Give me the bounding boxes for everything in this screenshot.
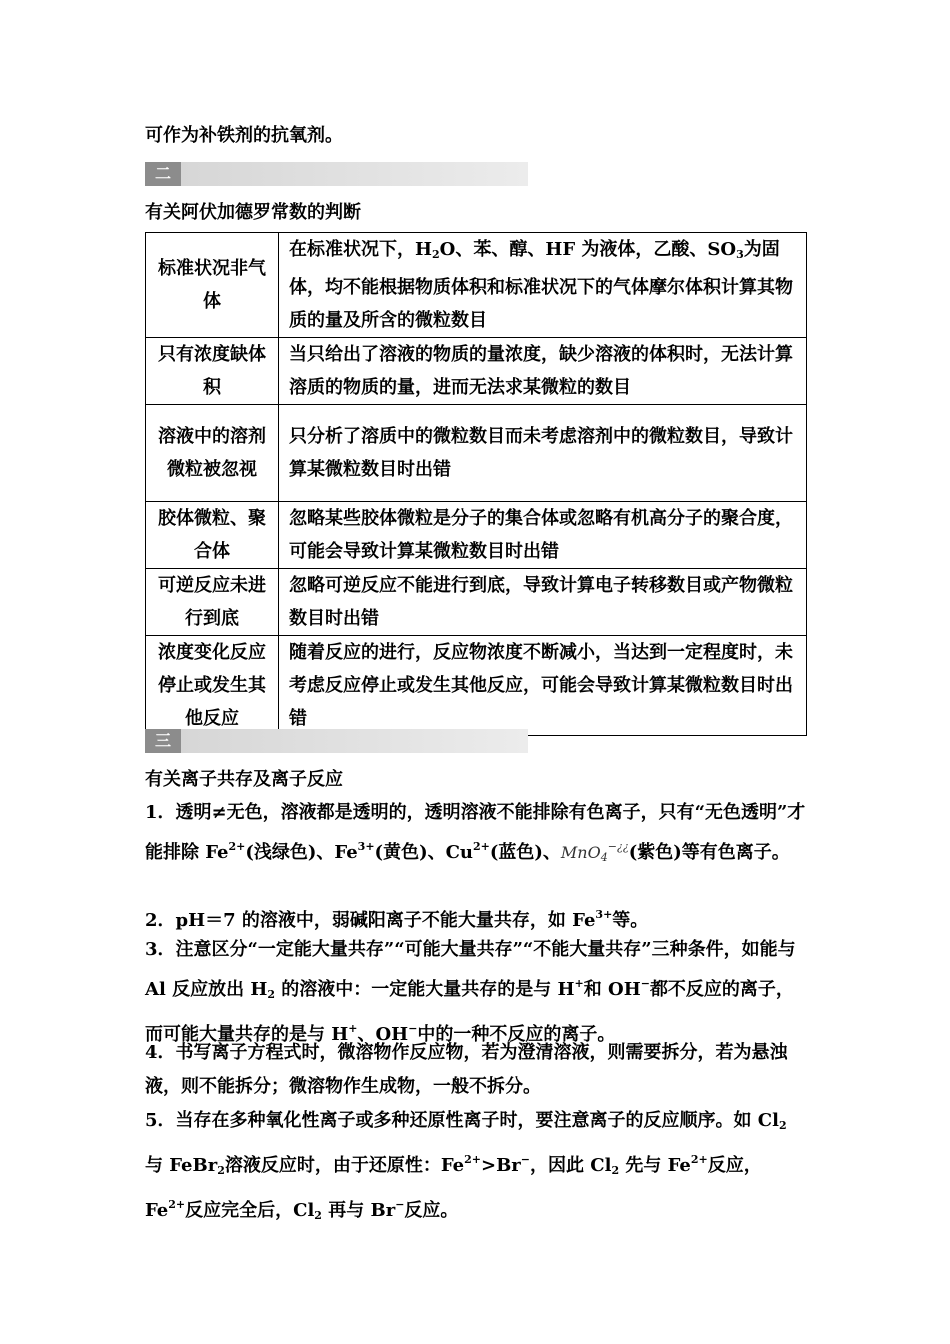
section-heading: 有关离子共存及离子反应 [145, 769, 343, 790]
row-value: 忽略可逆反应不能进行到底，导致计算电子转移数目或产物微粒数目时出错 [279, 569, 807, 636]
row-key: 浓度变化反应停止或发生其他反应 [146, 636, 279, 736]
row-key: 胶体微粒、聚合体 [146, 502, 279, 569]
row-key: 可逆反应未进行到底 [146, 569, 279, 636]
table-row [146, 233, 807, 338]
table-row [146, 569, 807, 636]
paragraph-4: 4．书写离子方程式时，微溶物作反应物，若为澄清溶液，则需要拆分，若为悬浊液，则不能拆分；微溶物作生成物，一般不拆分。 [145, 1042, 788, 1097]
section-heading: 有关阿伏加德罗常数的判断 [145, 202, 361, 223]
section-bar-2 [145, 162, 528, 186]
row-key: 只有浓度缺体积 [146, 338, 279, 405]
table-row [146, 636, 807, 736]
row-value: 随着反应的进行，反应物浓度不断减小，当达到一定程度时，未考虑反应停止或发生其他反应，可能会导致计算某微粒数目时出错 [279, 636, 807, 736]
row-value: 当只给出了溶液的物质的量浓度，缺少溶液的体积时，无法计算溶质的物质的量，进而无法求某微粒的数目 [279, 338, 807, 405]
row-key: 溶液中的溶剂微粒被忽视 [146, 405, 279, 502]
section-number: 三 [145, 729, 181, 753]
row-value: 在标准状况下，$H_2O$、苯、醇、HF 为液体，乙酸、$SO_3$为固体，均不能根据物质体积和标准状况下的气体摩尔体积计算其物质的量及所含的微粒数目 [279, 233, 807, 338]
paragraph-1: 1．透明≠无色，溶液都是透明的，透明溶液不能排除有色离子，只有“无色透明”才能排除 $Fe^{2+}$(浅绿色)、$Fe^{3+}$(黄色)、$Cu^{2+}$(蓝色)、MnO$_4$−¿¿(紫色)等有色离子。 [145, 802, 806, 864]
row-value: 忽略某些胶体微粒是分子的集合体或忽略有机高分子的聚合度，可能会导致计算某微粒数目时出错 [279, 502, 807, 569]
intro-text: 可作为补铁剂的抗氧剂。 [145, 125, 343, 146]
section-bar-3 [145, 729, 528, 753]
paragraph-3: 3．注意区分“一定能大量共存”“可能大量共存”“不能大量共存”三种条件，如能与 Al 反应放出 $H_2$ 的溶液中：一定能大量共存的是与 H+和 OH−都不反应的离子，而可能大量共存的是与 H+、OH−中的一种不反应的离子。 [145, 939, 796, 1045]
table-row [146, 502, 807, 569]
avogadro-table [145, 232, 807, 736]
row-key: 标准状况非气体 [146, 233, 279, 338]
permanganate-formula: MnO$_4$−¿¿ [560, 840, 629, 864]
paragraph-2: 2．pH＝7 的溶液中，弱碱阳离子不能大量共存，如 $Fe^{3+}$等。 [145, 908, 649, 931]
table-row [146, 405, 807, 502]
section-number: 二 [145, 162, 181, 186]
table-row [146, 338, 807, 405]
paragraph-5: 5．当存在多种氧化性离子或多种还原性离子时，要注意离子的反应顺序。如 $Cl_2$ 与 FeBr$_2$溶液反应时，由于还原性：$Fe^{2+}>Br^-$，因此 $Cl_2$ 先与 $Fe^{2+}$反应，$Fe^{2+}$反应完全后，$Cl_2$ 再与 Br−反应。 [145, 1110, 787, 1222]
row-value: 只分析了溶质中的微粒数目而未考虑溶剂中的微粒数目，导致计算某微粒数目时出错 [279, 405, 807, 502]
